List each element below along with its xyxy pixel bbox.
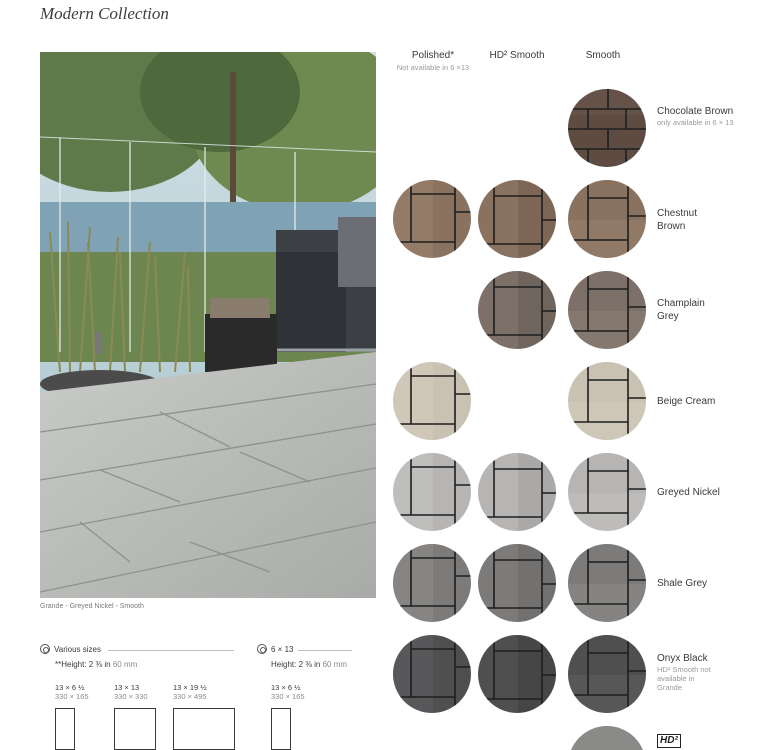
height-note — [271, 660, 347, 669]
color-label-greyed-nickel — [657, 486, 720, 499]
size-mm: 330 × 165 — [271, 692, 305, 701]
color-name: Chocolate Brown — [657, 106, 734, 117]
paver-size-diagram — [173, 708, 235, 750]
color-label-chestnut-brown — [657, 207, 717, 233]
color-swatch — [478, 544, 556, 622]
single-size-heading — [257, 644, 293, 654]
color-swatch — [568, 362, 646, 440]
color-name: Greyed Nickel — [657, 487, 720, 498]
sizes-label: Various sizes — [54, 644, 101, 654]
size-inches: 13 × 13 — [114, 683, 140, 692]
patio-photo — [40, 52, 376, 598]
color-swatch — [478, 180, 556, 258]
size-inches: 13 × 6 ½ — [55, 683, 85, 692]
location-pin-icon — [257, 644, 267, 654]
color-swatch — [393, 635, 471, 713]
color-name: Champlain Grey — [657, 298, 705, 322]
color-swatch — [478, 635, 556, 713]
photo-caption: Grande - Greyed Nickel - Smooth — [40, 603, 144, 610]
column-header-hd-smooth — [472, 50, 562, 61]
color-swatch — [393, 180, 471, 258]
color-swatch — [393, 544, 471, 622]
height-mm: 60 mm — [322, 660, 348, 669]
color-swatch — [478, 453, 556, 531]
color-swatch — [568, 453, 646, 531]
size-item — [114, 683, 148, 701]
color-label-champlain-grey — [657, 297, 717, 323]
divider — [108, 650, 234, 651]
color-swatch — [568, 635, 646, 713]
color-swatch — [568, 89, 646, 167]
color-label-chocolate-brown — [657, 105, 734, 127]
color-name: Chestnut Brown — [657, 208, 698, 232]
divider — [298, 650, 352, 651]
size-item — [173, 683, 207, 701]
column-label: Smooth — [585, 50, 621, 61]
paver-size-diagram — [55, 708, 75, 750]
height-inches: Height: 2 ⅜ in — [271, 660, 321, 669]
size-mm: 330 × 330 — [114, 692, 148, 701]
location-pin-icon — [40, 644, 50, 654]
color-swatch — [568, 180, 646, 258]
size-mm: 330 × 495 — [173, 692, 207, 701]
color-note: HD² Smooth not available in Grande — [657, 665, 711, 692]
color-label-beige-cream — [657, 395, 715, 408]
color-note: only available in 6 × 13 — [657, 118, 734, 127]
color-name: Shale Grey — [657, 578, 708, 589]
color-label-shale-grey — [657, 577, 707, 590]
color-name: Onyx Black — [657, 653, 708, 664]
size-inches: 13 × 19 ½ — [173, 683, 207, 692]
color-swatch — [568, 544, 646, 622]
color-swatch — [393, 362, 471, 440]
size-inches: 13 × 6 ½ — [271, 683, 301, 692]
color-swatch — [478, 271, 556, 349]
size-item — [55, 683, 89, 701]
size-mm: 330 × 165 — [55, 692, 89, 701]
page-title: Modern Collection — [40, 4, 169, 23]
column-label: Polished* — [411, 50, 455, 61]
height-inches: **Height: 2 ⅜ in — [55, 660, 111, 669]
column-header-polished — [388, 50, 478, 72]
column-header-smooth — [558, 50, 648, 61]
paver-size-diagram — [271, 708, 291, 750]
color-name: Beige Cream — [657, 396, 716, 407]
color-label-onyx-black — [657, 652, 717, 692]
height-mm: 60 mm — [112, 660, 138, 669]
sizes-label: 6 × 13 — [271, 644, 294, 654]
color-swatch — [568, 271, 646, 349]
column-label: HD² Smooth — [489, 50, 545, 61]
height-note — [55, 660, 137, 669]
size-item — [271, 683, 305, 701]
various-sizes-heading — [40, 644, 101, 654]
partial-swatch — [568, 726, 646, 750]
hd-badge: HD² — [657, 734, 681, 748]
color-swatch — [393, 453, 471, 531]
paver-size-diagram — [114, 708, 156, 750]
column-note: Not available in 6 ×13 — [396, 63, 470, 72]
